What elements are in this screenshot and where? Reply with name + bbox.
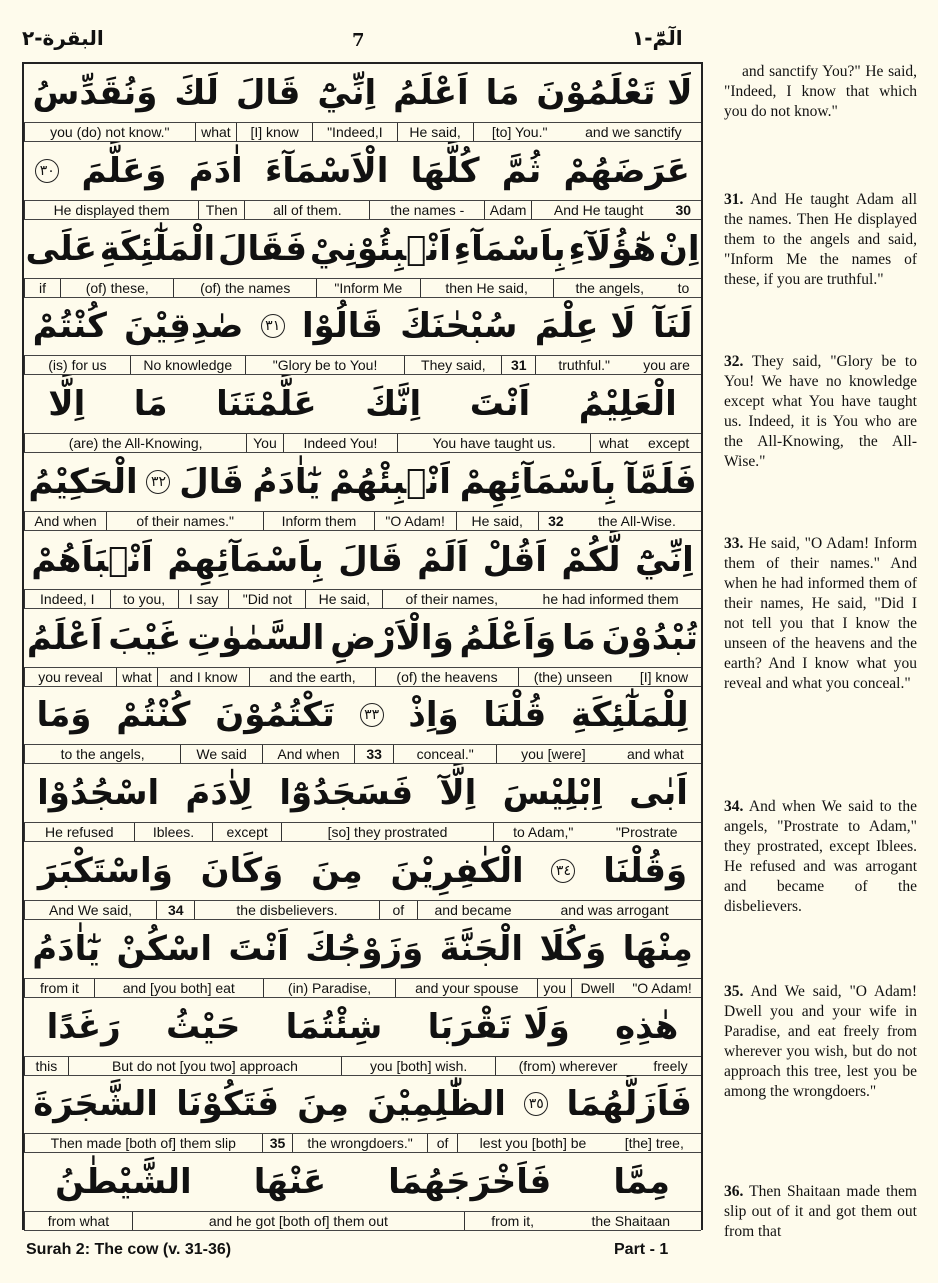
translation-cell: and became: [417, 901, 528, 919]
arabic-line: [24, 842, 701, 900]
translation-cell: Indeed You!: [283, 434, 398, 452]
translation-cell: He said,: [397, 123, 473, 141]
arabic-word: قُلْنَا: [483, 695, 547, 736]
translation-line: [24, 900, 701, 920]
arabic-word: قَالَ: [179, 462, 244, 502]
translation-cell: except: [648, 435, 690, 452]
arabic-word: بِاَسْمَآءِ: [453, 228, 566, 269]
translation-cell: from it,: [464, 1212, 561, 1230]
translation-cell: of: [379, 901, 417, 919]
arabic-word: وَعَلَّمَ: [81, 150, 167, 191]
arabic-line: [24, 64, 701, 122]
translation-cell: this: [24, 1057, 68, 1075]
translation-cell: all of them.: [244, 201, 369, 219]
arabic-word: اَعْلَمُ: [26, 617, 103, 658]
translation-cell: what: [590, 434, 636, 452]
sidebar-verse-text: and sanctify You?" He said, "Indeed, I know that which you do not know.": [724, 63, 917, 120]
arabic-word: الْاَسْمَآءَ: [265, 150, 389, 191]
translation-cell: (of) the heavens: [375, 668, 518, 686]
arabic-word: الشَّجَرَةَ: [33, 1084, 158, 1125]
arabic-word: قَالَ: [338, 539, 403, 580]
juz-header-label: الٓمّٓ-١: [632, 26, 683, 50]
translation-cell: "Did not: [228, 590, 305, 608]
translation-verse-number: 31: [501, 356, 535, 374]
sidebar-verse-translation: [724, 62, 917, 122]
sidebar-verse-text: They said, "Glory be to You! We have no knowledge except what You have taught us. Indeed, it is You who are the All-Knowing, the All-Wise.": [724, 353, 917, 470]
translation-cell: and what: [626, 746, 684, 763]
translation-line: [24, 200, 701, 220]
arabic-word: وَقُلْنَا: [603, 851, 688, 891]
arabic-line: [24, 920, 701, 978]
arabic-word: كُلَّهَا: [410, 150, 480, 191]
footer-surah-label: Surah 2: The cow (v. 31-36): [26, 1241, 232, 1258]
arabic-line: [24, 531, 701, 589]
arabic-word: غَيْبَ: [108, 617, 182, 658]
arabic-word: لِاٰدَمَ: [185, 773, 254, 814]
arabic-word: وَنُقَدِّسُ: [32, 73, 158, 113]
translation-cell: (is) for us: [24, 356, 130, 374]
translation-cell: what: [195, 123, 236, 141]
arabic-word: اِلَّآ: [439, 773, 477, 814]
translation-cell: to you,: [110, 590, 178, 608]
arabic-word: عَرَضَهُمْ: [563, 150, 690, 191]
translation-cell: conceal.": [393, 745, 496, 763]
translation-cell: They said,: [404, 356, 501, 374]
arabic-word: لَا عِلْمَ: [534, 306, 636, 347]
arabic-word: اسْكُنْ: [116, 928, 212, 969]
translation-cell: And He taught: [531, 201, 666, 219]
arabic-word: سُبْحٰنَكَ: [400, 306, 518, 347]
translation-cell: Then made [both of] them slip: [24, 1134, 262, 1152]
arabic-word: الْحَكِيْمُ: [28, 462, 138, 502]
translation-cell: the angels,: [553, 279, 666, 297]
arabic-word: كُنْتُمْ: [32, 306, 107, 347]
arabic-word: الْمَلٰٓئِكَةِ: [99, 228, 216, 269]
arabic-word: فَقَالَ: [217, 228, 307, 269]
translation-verse-number: 30: [675, 201, 692, 218]
translation-cell: (in) Paradise,: [263, 979, 396, 997]
translation-cell: the All-Wise.: [598, 513, 676, 529]
sidebar-verse-text: And when We said to the angels, "Prostrate to Adam," they prostrated, except Iblees. He refused and was arrogant and became of the disbelievers.: [724, 798, 917, 915]
arabic-word: السَّمٰوٰتِ: [187, 617, 325, 658]
arabic-word: فَاَزَلَّهُمَا: [566, 1084, 692, 1125]
translation-cell: the wrongdoers.": [292, 1134, 426, 1152]
footer-part-label: Part - 1: [614, 1241, 669, 1258]
translation-cell: what: [116, 668, 157, 686]
sidebar-verse-translation: [724, 190, 917, 290]
translation-line: [24, 589, 701, 609]
translation-cell: Iblees.: [134, 823, 213, 841]
translation-cell: And when: [24, 512, 106, 530]
translation-cell: to Adam,": [493, 823, 592, 841]
translation-cell: and your spouse: [395, 979, 537, 997]
translation-cell: "Glory be to You!: [245, 356, 405, 374]
arabic-word: ثُمَّ: [501, 150, 542, 191]
surah-header-label: البقرة-٢: [22, 26, 104, 50]
arabic-word: اَقُلْ: [482, 539, 547, 580]
translation-cell: And We said,: [24, 901, 156, 919]
arabic-word: اِنِّيْٓ: [317, 73, 377, 113]
translation-cell: (are) the All-Knowing,: [24, 434, 246, 452]
translation-cell: We said: [180, 745, 262, 763]
arabic-word: هٰذِهِ: [615, 1006, 679, 1047]
arabic-word: قَالَ: [235, 73, 301, 113]
arabic-word: اَنْۢبِئُوْنِيْ: [309, 228, 451, 269]
arabic-word: وَكُلَا: [539, 928, 607, 969]
arabic-word: اَبٰى: [629, 773, 688, 814]
sidebar-verse-number: 31.: [724, 191, 744, 208]
translation-cell: You have taught us.: [397, 434, 590, 452]
arabic-word: اَنْتَ: [469, 384, 531, 425]
arabic-word: وَزَوْجُكَ: [305, 928, 424, 969]
translation-line: [24, 511, 701, 531]
arabic-word: تُبْدُوْنَ: [601, 617, 699, 658]
translation-cell: you are: [643, 357, 690, 374]
arabic-word: لَنَآ: [652, 306, 693, 347]
arabic-word: صٰدِقِيْنَ: [124, 306, 244, 347]
arabic-word: مَا: [485, 73, 520, 113]
translation-line: [24, 122, 701, 142]
arabic-word: الظّٰلِمِيْنَ: [367, 1084, 506, 1125]
sidebar-verse-number: 34.: [724, 798, 744, 815]
arabic-word: الْكٰفِرِيْنَ: [390, 851, 524, 891]
translation-cell: [I] know: [639, 668, 689, 685]
arabic-word: اَنْۢبَاَهُمْ: [31, 539, 153, 580]
arabic-word: عَلَى: [25, 228, 97, 269]
translation-cell: the Shaitaan: [591, 1213, 671, 1230]
translation-cell: except: [212, 823, 281, 841]
translation-cell: Dwell: [571, 979, 623, 997]
arabic-word: وَكَانَ: [200, 851, 284, 891]
arabic-word: اَعْلَمُ: [393, 73, 469, 113]
translation-cell: and [you both] eat: [94, 979, 263, 997]
arabic-line: [24, 686, 701, 744]
translation-verse-number: 33: [354, 745, 393, 763]
page-header: [0, 0, 938, 60]
translation-cell: you reveal: [24, 668, 116, 686]
arabic-word: الْعَلِيْمُ: [578, 384, 677, 425]
translation-cell: You: [246, 434, 282, 452]
translation-cell: (of) the names: [173, 279, 315, 297]
sidebar-verse-translation: [724, 352, 917, 472]
arabic-word: وَاِذْ: [408, 695, 459, 736]
arabic-word: اَنْتَ: [228, 928, 289, 969]
translation-verse-number: 35: [262, 1134, 293, 1152]
translation-cell: and the earth,: [249, 668, 375, 686]
arabic-word: لَكَ: [174, 73, 219, 113]
arabic-line: [24, 142, 701, 200]
arabic-word: وَلَا تَقْرَبَا: [427, 1006, 570, 1047]
translation-cell: Indeed, I: [24, 590, 110, 608]
translation-cell: [I] know: [236, 123, 312, 141]
translation-cell: if: [24, 279, 60, 297]
arabic-word: تَكْتُمُوْنَ: [215, 695, 335, 736]
arabic-word: حَيْثُ: [165, 1006, 241, 1047]
arabic-word: رَغَدًا: [46, 1006, 121, 1047]
arabic-word: اِبْلِيْسَ: [502, 773, 603, 814]
arabic-word: اَلَمْ: [417, 539, 469, 580]
sidebar-verse-number: 32.: [724, 353, 744, 370]
arabic-word: مَا: [561, 617, 596, 658]
sidebar-verse-text: And He taught Adam all the names. Then He displayed them to the angels and said, "Inform Me the names of these, if you are truthful.": [724, 191, 917, 288]
arabic-line: [24, 609, 701, 667]
arabic-word: شِئْتُمَا: [285, 1006, 383, 1047]
arabic-word: عَلَّمْتَنَا: [216, 384, 317, 425]
arabic-word: مِنَ: [297, 1084, 349, 1125]
translation-line: [24, 978, 701, 998]
sidebar-verse-number: 33.: [724, 535, 744, 552]
translation-line: [24, 1211, 701, 1231]
translation-cell: to: [677, 279, 690, 296]
translation-cell: and we sanctify: [585, 124, 682, 140]
translation-cell: Then: [198, 201, 244, 219]
translation-cell: from it: [24, 979, 94, 997]
translation-cell: then He said,: [420, 279, 553, 297]
arabic-word: فَسَجَدُوْٓا: [279, 773, 414, 814]
translation-cell: And when: [262, 745, 354, 763]
translation-cell: and was arrogant: [560, 902, 669, 918]
translation-verse-number: 32: [538, 512, 573, 530]
sidebar-verse-text: Then Shaitaan made them slip out of it and got them out from that: [724, 1183, 917, 1240]
arabic-word: لَا تَعْلَمُوْنَ: [536, 73, 693, 113]
arabic-word: الشَّيْطٰنُ: [55, 1162, 192, 1203]
sidebar-verse-number: 36.: [724, 1183, 744, 1200]
arabic-word: اِنَّكَ: [365, 384, 422, 425]
verse-number-marker: ٣٥: [524, 1092, 548, 1116]
translation-cell: Adam: [484, 201, 530, 219]
translation-cell: from what: [24, 1212, 132, 1230]
arabic-line: [24, 220, 701, 278]
translation-cell: But do not [you two] approach: [68, 1057, 341, 1075]
translation-cell: He said,: [456, 512, 538, 530]
arabic-line: [24, 1153, 701, 1211]
translation-cell: "Indeed,I: [312, 123, 397, 141]
verse-number-marker: ٣٤: [551, 859, 575, 883]
translation-cell: Inform them: [263, 512, 373, 530]
translation-cell: of their names,: [382, 590, 520, 608]
translation-line: [24, 1056, 701, 1076]
arabic-word: اَنْۢبِئْهُمْ: [329, 462, 451, 502]
arabic-word: وَالْاَرْضِ: [330, 617, 454, 658]
translation-cell: "Prostrate: [615, 824, 678, 841]
arabic-line: [24, 764, 701, 822]
translation-cell: No knowledge: [130, 356, 245, 374]
word-by-word-grid: [22, 62, 703, 1230]
arabic-word: اسْجُدُوْا: [37, 773, 160, 814]
arabic-word: عَنْهَا: [253, 1162, 327, 1203]
verse-number-marker: ٣٢: [146, 470, 170, 494]
translation-cell: (of) these,: [60, 279, 173, 297]
translation-line: [24, 744, 701, 764]
arabic-word: وَاسْتَكْبَرَ: [37, 851, 173, 891]
arabic-word: اِنْ: [658, 228, 700, 269]
verse-number-marker: ٣٠: [35, 159, 59, 183]
translation-cell: the disbelievers.: [194, 901, 378, 919]
translation-cell: freely: [653, 1057, 688, 1074]
translation-cell: truthful.": [535, 356, 632, 374]
verse-number-marker: ٣٣: [360, 703, 384, 727]
arabic-line: [24, 1075, 701, 1133]
arabic-line: [24, 453, 701, 511]
translation-cell: you [were]: [496, 745, 610, 763]
arabic-word: لَّكُمْ: [561, 539, 621, 580]
arabic-line: [24, 375, 701, 433]
translation-cell: He displayed them: [24, 201, 198, 219]
arabic-line: [24, 297, 701, 355]
translation-cell: of their names.": [106, 512, 263, 530]
translation-cell: you: [537, 979, 571, 997]
sidebar-verse-translation: [724, 534, 917, 694]
translation-line: [24, 667, 701, 687]
arabic-word: اٰدَمَ: [188, 150, 243, 191]
translation-cell: he had informed them: [542, 590, 679, 607]
arabic-word: مِنَ: [311, 851, 363, 891]
arabic-word: مِنْهَا: [622, 928, 693, 969]
page-number: 7: [352, 30, 365, 51]
translation-cell: and I know: [157, 668, 249, 686]
translation-cell: He said,: [305, 590, 382, 608]
translation-line: [24, 278, 701, 298]
arabic-word: فَلَمَّآ: [624, 462, 697, 502]
translation-cell: [so] they prostrated: [281, 823, 493, 841]
arabic-word: مَا: [133, 384, 168, 425]
translation-cell: He refused: [24, 823, 134, 841]
arabic-word: وَمَا: [36, 695, 92, 736]
translation-cell: [the] tree,: [624, 1135, 684, 1152]
sidebar-verse-text: And We said, "O Adam! Dwell you and your wife in Paradise, and eat freely from wherever you wish, but do not approach this tree, lest you be among the wrongdoers.": [724, 983, 917, 1100]
sidebar-verse-text: He said, "O Adam! Inform them of their names." And when he had informed them of their names, He said, "Did I not tell you that I know the unseen of the heavens and the earth? And I know what you reveal and what you conceal.": [724, 535, 917, 692]
arabic-word: اِنِّيْٓ: [634, 539, 694, 580]
translation-cell: you (do) not know.": [24, 123, 195, 141]
verse-number-marker: ٣١: [261, 314, 285, 338]
sidebar-verse-number: 35.: [724, 983, 744, 1000]
translation-line: [24, 355, 701, 375]
arabic-word: هٰٓؤُلَآءِ: [568, 228, 657, 269]
translation-line: [24, 1133, 701, 1153]
translation-cell: "O Adam!: [374, 512, 456, 530]
arabic-word: لِلْمَلٰٓئِكَةِ: [571, 695, 689, 736]
translation-cell: you [both] wish.: [341, 1057, 495, 1075]
arabic-word: كُنْتُمْ: [116, 695, 191, 736]
arabic-word: فَاَخْرَجَهُمَا: [388, 1162, 552, 1203]
translation-cell: the names -: [369, 201, 484, 219]
arabic-line: [24, 998, 701, 1056]
arabic-word: وَاَعْلَمُ: [459, 617, 557, 658]
translation-cell: (the) unseen: [518, 668, 627, 686]
arabic-word: اِلَّا: [48, 384, 86, 425]
translation-cell: and he got [both of] them out: [132, 1212, 464, 1230]
arabic-word: فَتَكُوْنَا: [176, 1084, 279, 1125]
translation-verse-number: 34: [156, 901, 194, 919]
arabic-word: مِمَّا: [613, 1162, 670, 1203]
translation-cell: of: [427, 1134, 458, 1152]
sidebar-verse-translation: [724, 982, 917, 1102]
arabic-word: يٰٓاٰدَمُ: [252, 462, 321, 502]
translation-cell: (from) wherever: [495, 1057, 640, 1075]
translation-cell: to the angels,: [24, 745, 180, 763]
translation-line: [24, 822, 701, 842]
arabic-word: بِاَسْمَآئِهِمْ: [167, 539, 324, 580]
translation-cell: "O Adam!: [632, 979, 692, 996]
sidebar-verse-translation: [724, 797, 917, 917]
translation-cell: lest you [both] be: [457, 1134, 607, 1152]
arabic-word: يٰٓاٰدَمُ: [32, 928, 101, 969]
translation-cell: I say: [178, 590, 229, 608]
translation-line: [24, 433, 701, 453]
translation-cell: [to] You.": [473, 123, 566, 141]
sidebar-verse-translation: [724, 1182, 917, 1242]
translation-cell: "Inform Me: [316, 279, 420, 297]
arabic-word: قَالُوْا: [301, 306, 383, 347]
arabic-word: بِاَسْمَآئِهِمْ: [459, 462, 617, 502]
arabic-word: الْجَنَّةَ: [439, 928, 524, 969]
